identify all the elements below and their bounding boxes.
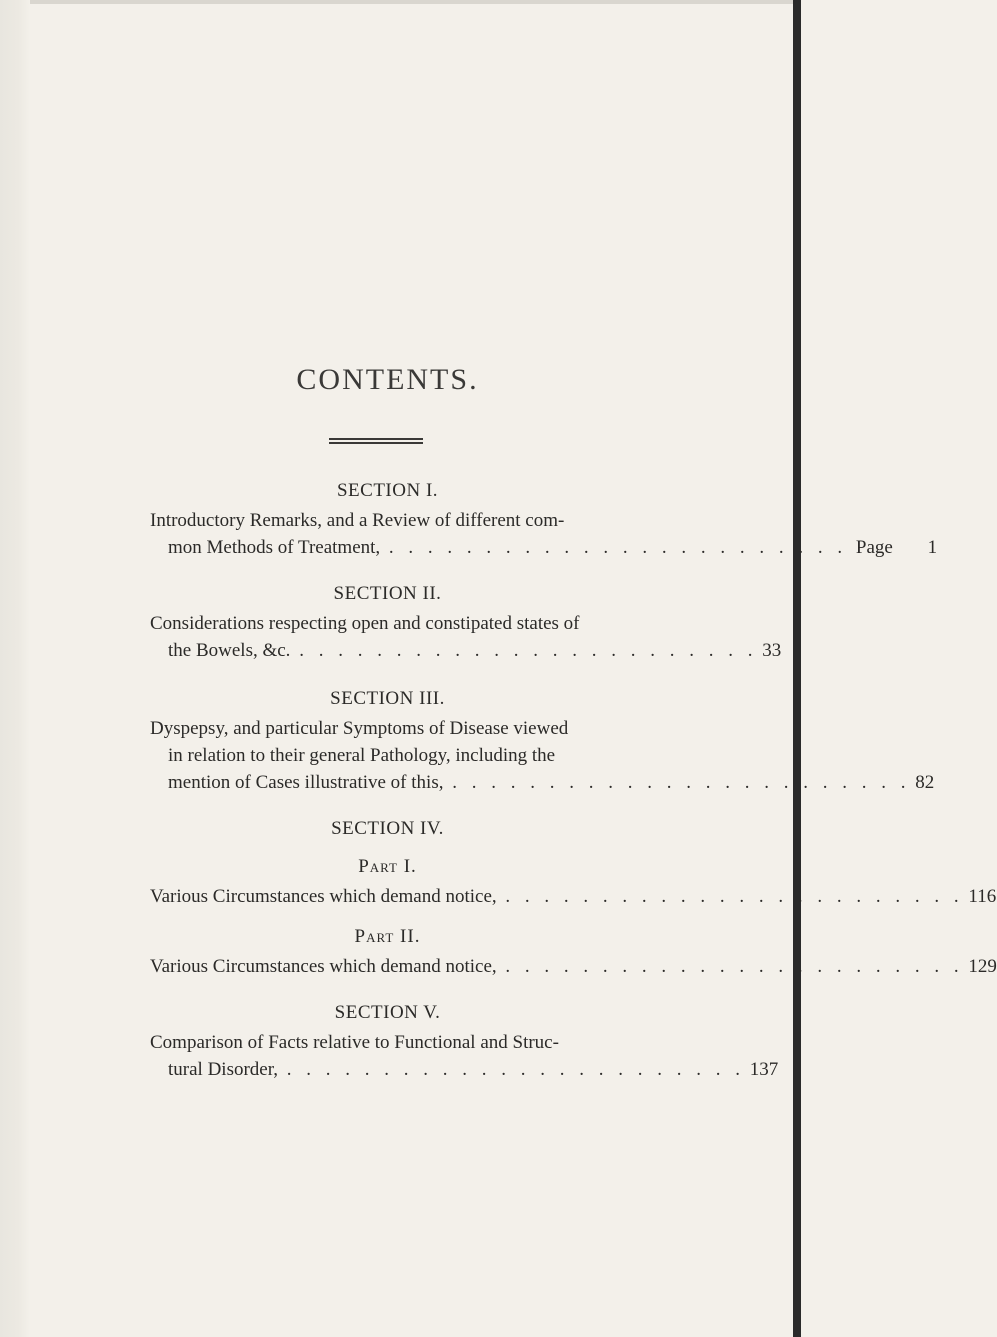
section-2-entry [150, 610, 782, 664]
page-right-edge [793, 0, 801, 1337]
leader-dots: . . . . . . . . . . . . . . . . . . . . . . . . [299, 640, 758, 661]
section-4-part-1-line [150, 883, 997, 910]
section-5-page: 137 [749, 1059, 779, 1080]
leader-dots: . . . . . . . . . . . . . . . . . . . . . . . . [388, 537, 848, 558]
page-top-edge [0, 0, 801, 4]
section-3-line-3-text: mention of Cases illustrative of this, [168, 772, 444, 793]
section-4-part-1-entry [150, 883, 997, 910]
section-5-entry [150, 1029, 779, 1083]
section-4-part-2-line [150, 953, 997, 980]
leader-dots: . . . . . . . . . . . . . . . . . . . . . . . . [452, 772, 911, 793]
section-4-part-2-page: 129 [968, 956, 997, 977]
section-4-part-2-entry [150, 953, 997, 980]
section-5-line-1: Comparison of Facts relative to Functional and Struc- [150, 1032, 559, 1053]
section-5-line-2 [150, 1056, 779, 1083]
leader-dots: . . . . . . . . . . . . . . . . . . . . . . . . [505, 956, 964, 977]
page-title: CONTENTS. [296, 363, 479, 396]
section-5-line-2-text: tural Disorder, [168, 1059, 279, 1080]
section-2-page: 33 [762, 640, 782, 661]
section-3-line-3 [150, 769, 935, 796]
section-3-heading: SECTION III. [330, 688, 445, 709]
section-1-line-2-text: mon Methods of Treatment, [168, 537, 381, 558]
title-rule [329, 438, 423, 444]
section-1-line-1: Introductory Remarks, and a Review of different com- [150, 510, 565, 531]
section-2-line-2-text: the Bowels, &c. [168, 640, 291, 661]
section-4-part-2-text: Various Circumstances which demand notice, [150, 956, 497, 977]
leader-dots: . . . . . . . . . . . . . . . . . . . . . . . . [505, 886, 964, 907]
section-1-heading: SECTION I. [336, 480, 439, 501]
section-2-line-2 [150, 637, 782, 664]
section-2-line-1: Considerations respecting open and constipated states of [150, 613, 580, 634]
section-4-heading: SECTION IV. [331, 818, 444, 839]
section-4-part-1-label: Part I. [358, 856, 417, 877]
section-2-heading: SECTION II. [333, 583, 442, 604]
section-3-line-2: in relation to their general Pathology, including the [168, 745, 556, 766]
section-3-line-1: Dyspepsy, and particular Symptoms of Disease viewed [150, 718, 569, 739]
section-5-heading: SECTION V. [334, 1002, 441, 1023]
section-1-line-2 [150, 534, 938, 561]
leader-dots: . . . . . . . . . . . . . . . . . . . . . . . . [286, 1059, 746, 1080]
section-3-page: 82 [915, 772, 935, 793]
page-left-edge [0, 0, 30, 1337]
page-label: Page [855, 537, 893, 558]
section-3-entry [150, 715, 935, 796]
section-4-part-1-page: 116 [968, 886, 997, 907]
section-4-part-2-label: Part II. [354, 926, 421, 947]
section-1-page: 1 [927, 537, 938, 558]
section-1-entry [150, 507, 938, 561]
section-4-part-1-text: Various Circumstances which demand notice, [150, 886, 497, 907]
